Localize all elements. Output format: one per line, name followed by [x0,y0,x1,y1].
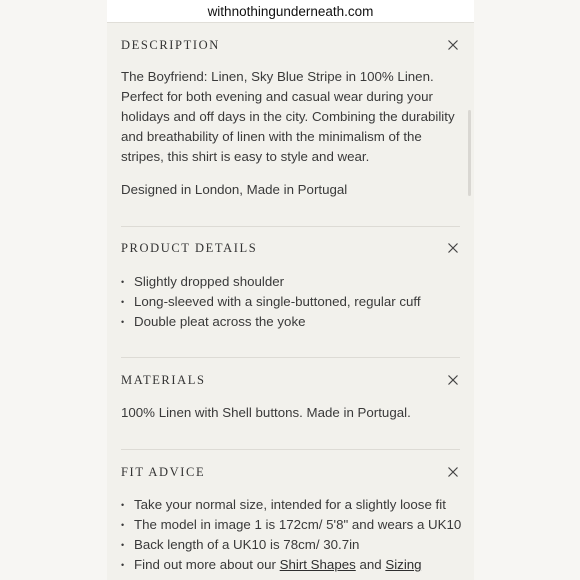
description-title: DESCRIPTION [121,37,220,52]
list-item [121,555,460,575]
list-item: • The model in image 1 is 172cm/ 5'8" and wears a UK10 [121,515,460,535]
url-text: withnothingunderneath.com [207,3,374,19]
description-section [121,35,460,200]
product-details-header[interactable] [121,238,460,258]
product-info-page [107,0,474,580]
close-icon[interactable] [446,38,460,52]
product-details-section [121,238,460,332]
fit-advice-title: FIT ADVICE [121,464,206,479]
description-origin: Designed in London, Made in Portugal [121,182,348,197]
fit-advice-list [121,495,460,575]
fit-advice-section [121,462,460,575]
find-out-more-text: Find out more about our [134,557,276,572]
divider [121,226,460,227]
list-item: • Back length of a UK10 is 78cm/ 30.7in [121,535,460,555]
list-item: • Slightly dropped shoulder [121,272,460,292]
shirt-shapes-link[interactable]: Shirt Shapes [279,557,356,572]
product-details-title: PRODUCT DETAILS [121,240,258,255]
product-details-list [121,272,460,332]
fit-advice-header[interactable] [121,462,460,482]
description-header[interactable] [121,35,460,55]
right-margin [474,0,580,580]
list-item: • Double pleat across the yoke [121,312,460,332]
divider [121,449,460,450]
materials-text: 100% Linen with Shell buttons. Made in Portugal. [121,405,411,420]
address-bar[interactable] [107,0,474,23]
close-icon[interactable] [446,241,460,255]
materials-title: MATERIALS [121,372,206,387]
description-paragraph: The Boyfriend: Linen, Sky Blue Stripe in 100% Linen. Perfect for both evening and casual wear during your holidays and off days in the city. Combining the durability and breathability of linen with the minimalism of the stripes, this shirt is easy to style and wear. [121,69,455,164]
close-icon[interactable] [446,465,460,479]
close-icon[interactable] [446,373,460,387]
materials-section [121,370,460,423]
left-margin [0,0,107,580]
list-item: • Long-sleeved with a single-buttoned, regular cuff [121,292,460,312]
scrollbar[interactable] [468,110,471,196]
list-item: • Take your normal size, intended for a slightly loose fit [121,495,460,515]
sizing-link[interactable]: Sizing [385,557,422,572]
divider [121,357,460,358]
materials-header[interactable] [121,370,460,390]
and-text: and [359,557,382,572]
